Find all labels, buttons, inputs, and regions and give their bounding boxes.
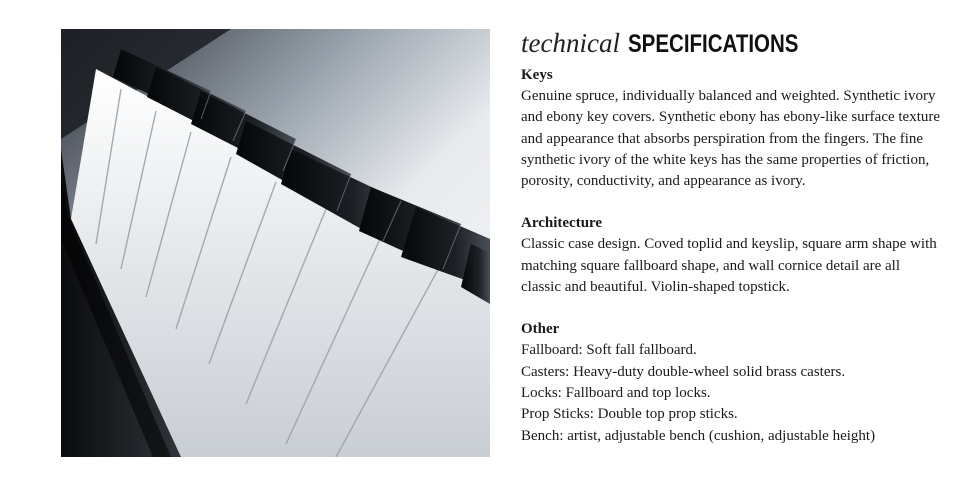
body-line: Locks: Fallboard and top locks.	[521, 384, 711, 401]
body-line: and ebony key covers. Synthetic ebony has ebony-like surface texture	[521, 109, 941, 126]
body-line: classic and beautiful. Violin-shaped topstick.	[521, 279, 790, 296]
section-architecture	[521, 213, 961, 298]
section-body	[521, 234, 961, 298]
section-keys	[521, 65, 961, 192]
body-line: synthetic ivory of the white keys has the same properties of friction,	[521, 151, 930, 168]
piano-keys-photo	[61, 29, 490, 457]
title-bold: SPECIFICATIONS	[627, 30, 799, 58]
body-line: Bench: artist, adjustable bench (cushion, adjustable height)	[521, 427, 876, 444]
section-title: Other	[521, 321, 560, 338]
section-title: Keys	[521, 67, 553, 83]
body-line: Genuine spruce, individually balanced and weighted. Synthetic ivory	[521, 88, 936, 104]
page-title	[521, 24, 961, 61]
body-line: Fallboard: Soft fall fallboard.	[521, 342, 697, 359]
body-line: porosity, conductivity, and appearance as ivory.	[521, 173, 806, 190]
specifications-panel	[521, 24, 961, 468]
section-body	[521, 86, 961, 192]
body-line: and appearance that absorbs perspiration from the fingers. The fine	[521, 130, 924, 147]
section-body	[521, 340, 961, 446]
title-light: technical	[521, 28, 620, 58]
body-line: matching square fallboard shape, and wall cornice detail are all	[521, 257, 900, 274]
section-other	[521, 319, 961, 446]
body-line: Classic case design. Coved toplid and keyslip, square arm shape with	[521, 236, 937, 253]
section-title: Architecture	[521, 215, 603, 232]
body-line: Prop Sticks: Double top prop sticks.	[521, 406, 738, 423]
body-line: Casters: Heavy-duty double-wheel solid brass casters.	[521, 363, 846, 380]
